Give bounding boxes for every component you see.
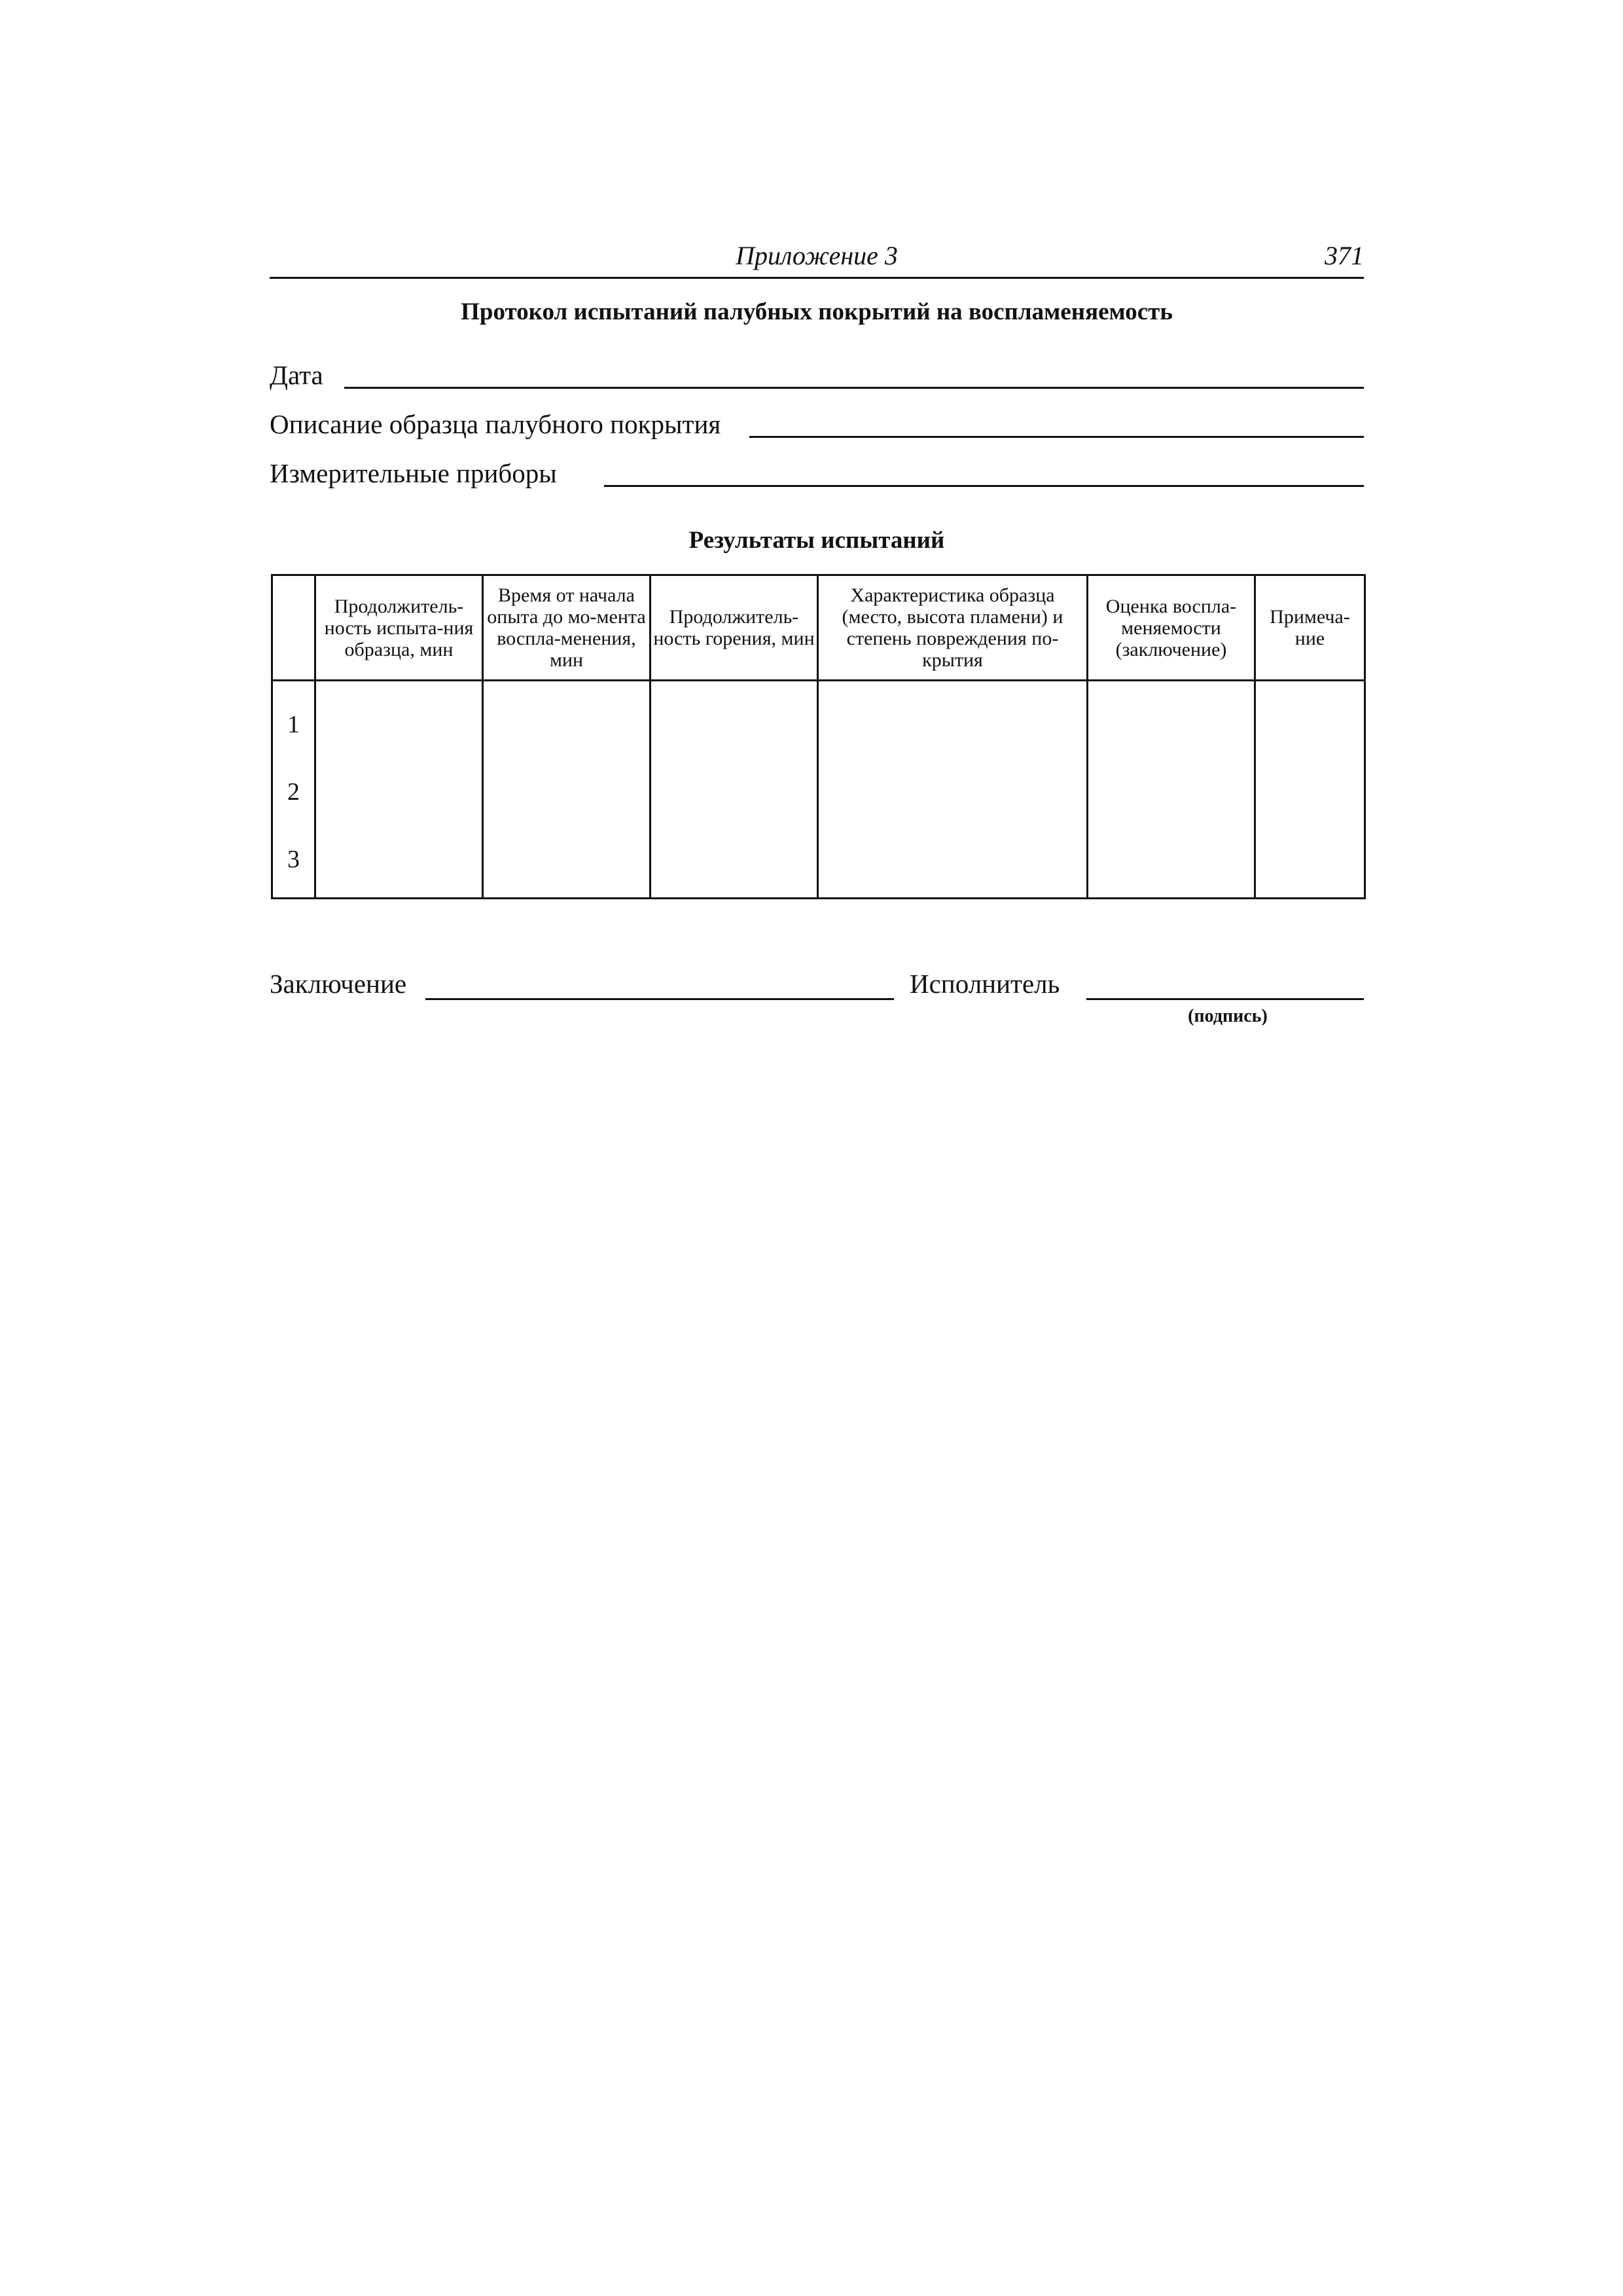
sample-characteristics-cell xyxy=(818,681,1088,899)
date-field xyxy=(270,357,1364,390)
column-header-flammability-assessment: Оценка воспла-меняемости (заключение) xyxy=(1088,575,1255,681)
burning-duration-cell xyxy=(651,681,818,899)
document-title: Протокол испытаний палубных покрытий на воспламеняемость xyxy=(461,298,1173,325)
instruments-fill-line xyxy=(604,485,1364,487)
flammability-assessment-cell xyxy=(1088,681,1255,899)
column-header-ignition-time: Время от начала опыта до мо-мента воспла-менения, мин xyxy=(483,575,651,681)
note-cell xyxy=(1255,681,1365,899)
column-header-note: Примеча-ние xyxy=(1255,575,1365,681)
footer-fields xyxy=(270,963,1364,1003)
running-header xyxy=(270,239,1364,279)
sample-description-fill-line xyxy=(749,436,1364,438)
row-number: 1 xyxy=(287,710,300,738)
results-title: Результаты испытаний xyxy=(688,527,945,554)
sample-description-label: Описание образца палубного покрытия xyxy=(270,409,721,439)
conclusion-fill-line xyxy=(425,998,894,1000)
conclusion-label: Заключение xyxy=(270,969,407,999)
row-number: 2 xyxy=(287,778,300,806)
sample-description-field xyxy=(270,406,1364,439)
executor-label: Исполнитель xyxy=(910,969,1060,999)
date-fill-line xyxy=(344,387,1364,389)
instruments-label: Измерительные приборы xyxy=(270,458,557,488)
row-number: 3 xyxy=(287,846,300,874)
test-duration-cell xyxy=(315,681,483,899)
page-number: 371 xyxy=(1325,241,1364,270)
column-header-burning-duration: Продолжитель-ность горения, мин xyxy=(651,575,818,681)
column-header-test-duration: Продолжитель-ность испыта-ния образца, мин xyxy=(315,575,483,681)
column-header-number xyxy=(272,575,315,681)
running-header-title: Приложение 3 xyxy=(736,241,898,270)
instruments-field xyxy=(270,456,1364,488)
table-header-row xyxy=(272,575,1365,681)
column-header-sample-characteristics: Характеристика образца (место, высота пламени) и степень повреждения по-крытия xyxy=(818,575,1088,681)
executor-signature-line xyxy=(1086,998,1364,1000)
table-body-row xyxy=(272,681,1365,899)
signature-caption: (подпись) xyxy=(1188,1006,1268,1026)
results-table xyxy=(271,574,1366,899)
ignition-time-cell xyxy=(483,681,651,899)
row-number-cell xyxy=(272,681,315,899)
date-label: Дата xyxy=(270,360,323,390)
